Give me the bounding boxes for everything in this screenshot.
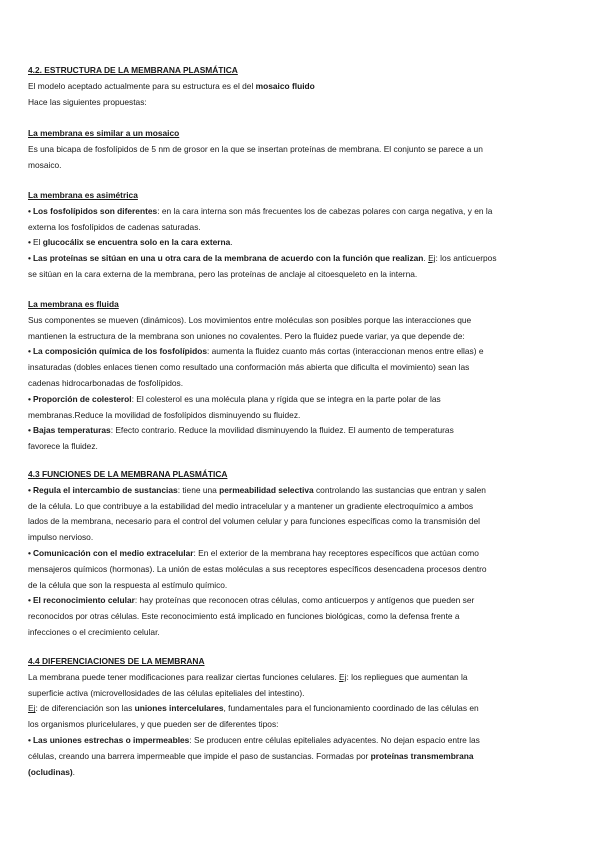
text: La membrana puede tener modificaciones para realizar ciertas funciones celulares. bbox=[28, 671, 339, 682]
bullet-icon: • bbox=[28, 253, 31, 264]
text: : En el exterior de la membrana hay receptores específicos que actúan como bbox=[193, 547, 479, 558]
bold-text: proteínas transmembrana bbox=[370, 750, 474, 761]
paragraph: infecciones o el crecimiento celular. bbox=[28, 626, 160, 637]
paragraph: reconocidos por otras células. Este reconocimiento está implicado en funciones biológicas, como la defensa frente a bbox=[28, 611, 460, 622]
paragraph bbox=[28, 670, 576, 686]
paragraph: mosaico. bbox=[28, 159, 62, 170]
paragraph: se sitúan en la cara externa de la membrana, pero las proteínas de anclaje al citoesqueleto en la interna. bbox=[28, 268, 418, 279]
bullet-icon: • bbox=[28, 346, 31, 357]
text: : los anticuerpos bbox=[435, 253, 497, 264]
text: controlando las sustancias que entran y salen bbox=[313, 484, 486, 495]
paragraph bbox=[28, 79, 576, 95]
bullet-icon: • bbox=[28, 547, 31, 558]
underlined-text: Ej bbox=[338, 671, 347, 682]
subsection-mosaico bbox=[28, 126, 576, 173]
paragraph bbox=[28, 749, 576, 765]
bullet-icon: • bbox=[28, 425, 31, 436]
paragraph: Hace las siguientes propuestas: bbox=[28, 96, 147, 107]
underlined-text: Ej bbox=[28, 703, 36, 714]
paragraph: lados de la membrana, necesario para el control del volumen celular y para funciones específicas como la transmisión del bbox=[28, 516, 481, 527]
bullet-item bbox=[28, 483, 576, 499]
bold-text: Bajas temperaturas bbox=[32, 425, 111, 436]
text: : Se producen entre células epiteliales adyacentes. No dejan espacio entre las bbox=[189, 734, 480, 745]
bullet-icon: • bbox=[28, 205, 31, 216]
subsection-heading: La membrana es similar a un mosaico bbox=[28, 128, 180, 138]
paragraph: los organismos pluricelulares, y que pueden ser de diferentes tipos: bbox=[28, 719, 279, 730]
text: : Efecto contrario. Reduce la movilidad disminuyendo la fluidez. El aumento de temperaturas bbox=[110, 425, 454, 436]
bullet-item bbox=[28, 423, 576, 439]
bold-text: Las uniones estrechas o impermeables bbox=[32, 734, 190, 745]
bold-text: Proporción de colesterol bbox=[32, 393, 132, 404]
text: : en la cara interna son más frecuentes los de cabezas polares con carga negativa, y en la bbox=[157, 205, 493, 216]
bullet-item bbox=[28, 344, 576, 360]
bullet-item bbox=[28, 392, 576, 408]
bullet-item bbox=[28, 251, 576, 267]
bullet-item bbox=[28, 235, 576, 251]
section-4-2 bbox=[28, 63, 576, 110]
bullet-icon: • bbox=[28, 734, 31, 745]
subsection-fluida bbox=[28, 297, 576, 455]
text: . bbox=[423, 253, 429, 264]
text: , fundamentales para el funcionamiento coordinado de las células en bbox=[223, 703, 479, 714]
bold-text: uniones intercelulares bbox=[134, 703, 224, 714]
text: : hay proteínas que reconocen otras células, como anticuerpos y antígenos que pueden ser bbox=[134, 595, 475, 606]
bullet-item bbox=[28, 593, 576, 609]
paragraph bbox=[28, 765, 576, 781]
bullet-icon: • bbox=[28, 237, 31, 248]
text: : tiene una bbox=[177, 484, 220, 495]
text: . bbox=[72, 766, 75, 777]
text: : de diferenciación son las bbox=[35, 703, 135, 714]
bullet-item bbox=[28, 204, 576, 220]
paragraph: Es una bicapa de fosfolípidos de 5 nm de grosor en la que se insertan proteínas de membrana. El conjunto se parece a un bbox=[28, 143, 483, 154]
section-title: 4.4 DIFERENCIACIONES DE LA MEMBRANA bbox=[28, 656, 205, 666]
subsection-heading: La membrana es asimétrica bbox=[28, 190, 138, 200]
bold-text: Los fosfolípidos son diferentes bbox=[32, 205, 158, 216]
paragraph: favorece la fluidez. bbox=[28, 441, 98, 452]
bold-text: El reconocimiento celular bbox=[32, 595, 135, 606]
paragraph: de la célula que son la respuesta al estímulo químico. bbox=[28, 579, 228, 590]
bold-text: Regula el intercambio de sustancias bbox=[32, 484, 178, 495]
bold-text: Las proteínas se sitúan en una u otra cara de la membrana de acuerdo con la función que realizan bbox=[32, 253, 424, 264]
section-4-4 bbox=[28, 654, 576, 780]
paragraph: insaturadas (dobles enlaces tienen como resultado una conformación más abierta que dificulta el movimiento) sean las bbox=[28, 362, 470, 373]
subsection-heading: La membrana es fluida bbox=[28, 299, 119, 309]
paragraph: Sus componentes se mueven (dinámicos). Los movimientos entre moléculas son posibles porque las interacciones que bbox=[28, 314, 472, 325]
paragraph: mantienen la estructura de la membrana son uniones no covalentes. Pero la fluidez puede variar, ya que depende de: bbox=[28, 330, 465, 341]
paragraph: cadenas hidrocarbonadas de fosfolípidos. bbox=[28, 377, 184, 388]
bullet-item bbox=[28, 733, 576, 749]
text: células, creando una barrera impermeable que impide el paso de sustancias. Formadas por bbox=[28, 750, 371, 761]
bold-text: (ocludinas) bbox=[28, 766, 73, 777]
paragraph bbox=[28, 701, 576, 717]
paragraph: externa los fosfolípidos de cadenas saturadas. bbox=[28, 221, 201, 232]
bold-text: La composición química de los fosfolípidos bbox=[32, 346, 207, 357]
text: . bbox=[230, 237, 233, 248]
text: El bbox=[32, 237, 43, 248]
paragraph: de la célula. Lo que contribuye a la estabilidad del medio intracelular y a mantener un gradiente electroquímico a ambos bbox=[28, 500, 474, 511]
paragraph: membranas.Reduce la movilidad de fosfolípidos disminuyendo su fluidez. bbox=[28, 409, 301, 420]
bullet-icon: • bbox=[28, 595, 31, 606]
bullet-icon: • bbox=[28, 484, 31, 495]
underlined-text: Ej bbox=[428, 253, 436, 264]
bold-text: mosaico fluido bbox=[255, 80, 315, 91]
bold-text: glucocálix se encuentra solo en la cara externa bbox=[42, 237, 231, 248]
text: : El colesterol es una molécula plana y rígida que se integra en la parte polar de las bbox=[131, 393, 441, 404]
bullet-icon: • bbox=[28, 393, 31, 404]
bold-text: permeabilidad selectiva bbox=[219, 484, 314, 495]
text: : los repliegues que aumentan la bbox=[346, 671, 468, 682]
paragraph: superficie activa (microvellosidades de las células epiteliales del intestino). bbox=[28, 687, 305, 698]
section-4-3 bbox=[28, 467, 576, 641]
paragraph: impulso nervioso. bbox=[28, 532, 94, 543]
section-title: 4.2. ESTRUCTURA DE LA MEMBRANA PLASMÁTICA bbox=[28, 65, 238, 75]
subsection-asimetrica bbox=[28, 188, 576, 283]
text: El modelo aceptado actualmente para su estructura es el del bbox=[28, 80, 256, 91]
bold-text: Comunicación con el medio extracelular bbox=[32, 547, 194, 558]
text: : aumenta la fluidez cuanto más cortas (interaccionan menos entre ellas) e bbox=[206, 346, 484, 357]
section-title: 4.3 FUNCIONES DE LA MEMBRANA PLASMÁTICA bbox=[28, 469, 228, 479]
bullet-item bbox=[28, 546, 576, 562]
paragraph: mensajeros químicos (hormonas). La unión de estas moléculas a sus receptores específicos desencadena procesos dentro bbox=[28, 563, 487, 574]
